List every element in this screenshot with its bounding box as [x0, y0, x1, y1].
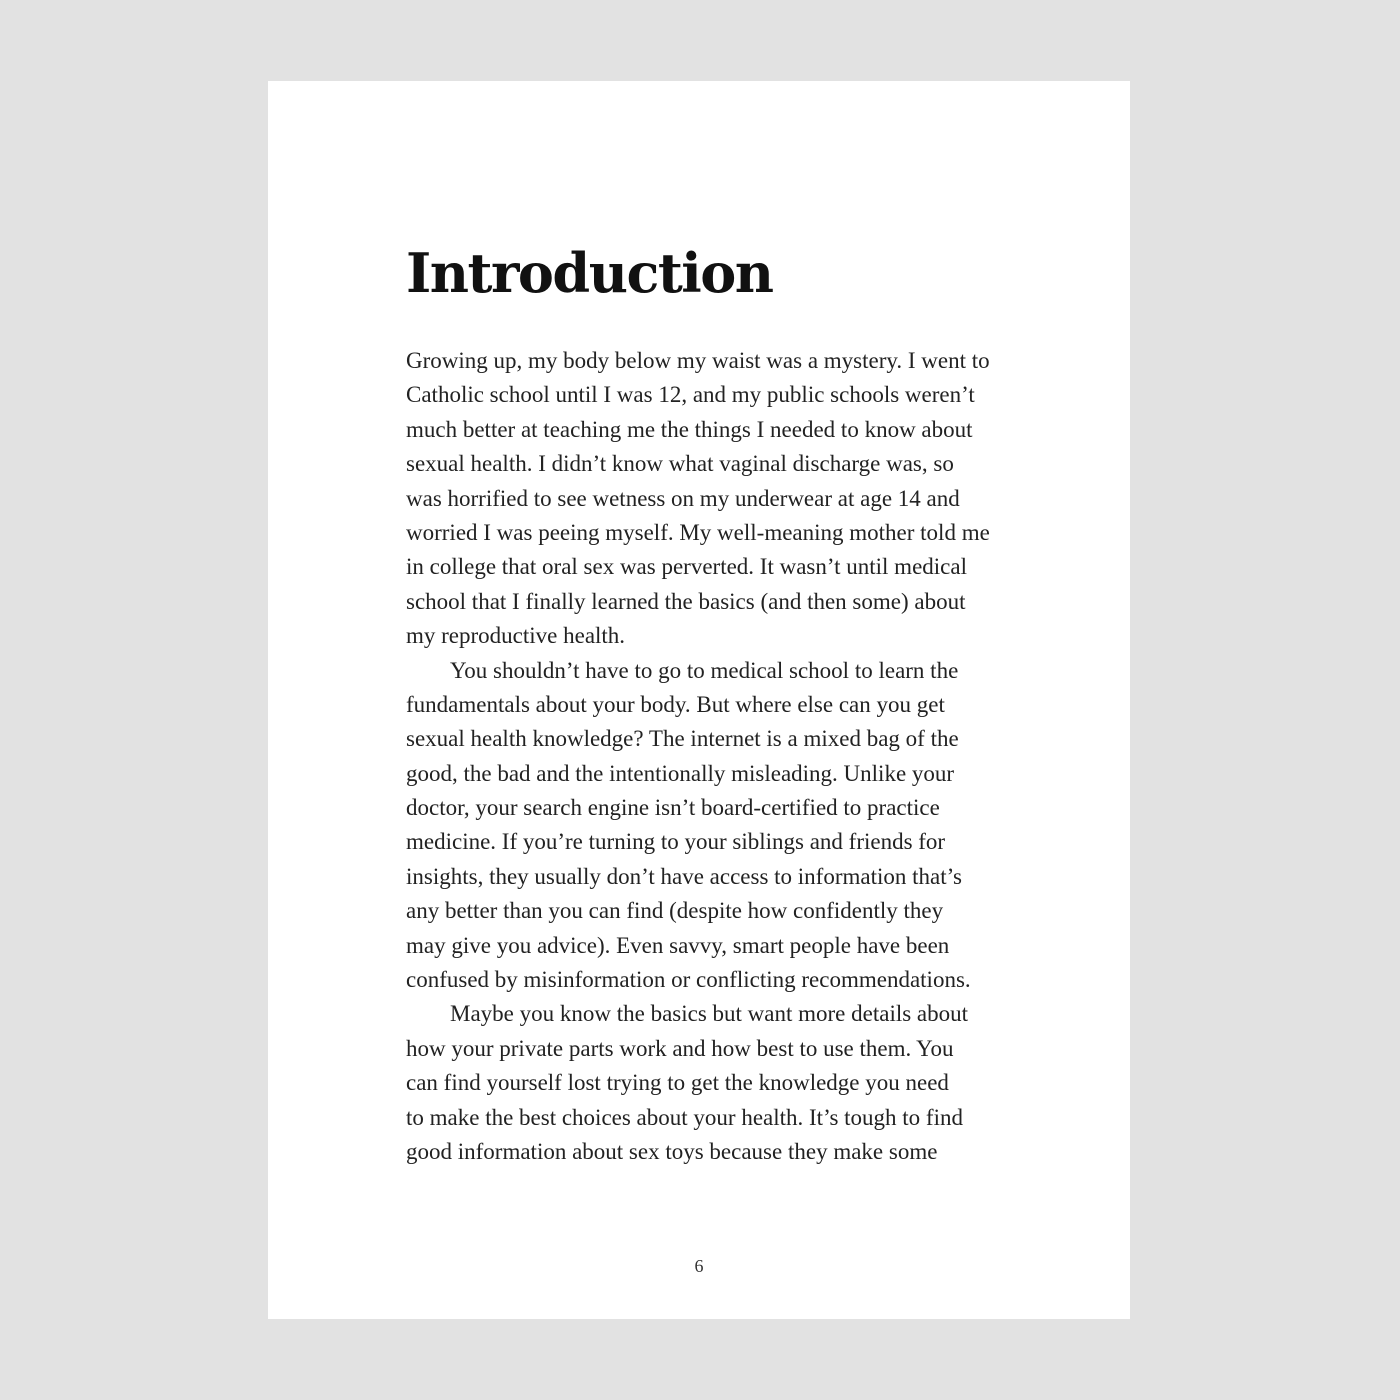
- text-line: confused by misinformation or conflicting recommendations.: [406, 967, 971, 993]
- text-line: sexual health. I didn’t know what vaginal discharge was, so: [406, 451, 954, 477]
- text-line: Maybe you know the basics but want more details about: [450, 1001, 969, 1027]
- text-line: may give you advice). Even savvy, smart people have been: [406, 932, 950, 958]
- text-line: worried I was peeing myself. My well-meaning mother told me: [406, 519, 990, 545]
- text-line: school that I finally learned the basics (and then some) about: [406, 588, 966, 614]
- text-line: in college that oral sex was perverted. It wasn’t until medical: [406, 554, 967, 580]
- text-line: doctor, your search engine isn’t board-certified to practice: [406, 795, 940, 821]
- text-line: medicine. If you’re turning to your siblings and friends for: [406, 829, 946, 855]
- text-line: any better than you can find (despite how confidently they: [406, 898, 944, 924]
- text-line: Catholic school until I was 12, and my public schools weren’t: [406, 382, 975, 408]
- page-number: 6: [694, 1256, 704, 1276]
- text-line: my reproductive health.: [406, 623, 626, 649]
- text-line: good, the bad and the intentionally misleading. Unlike your: [406, 760, 955, 786]
- text-line: Growing up, my body below my waist was a mystery. I went to: [406, 348, 990, 373]
- text-line: can find yourself lost trying to get the knowledge you need: [406, 1070, 949, 1096]
- text-line: insights, they usually don’t have access to information that’s: [406, 863, 962, 889]
- text-line: fundamentals about your body. But where else can you get: [406, 691, 945, 717]
- body-text: [406, 344, 1006, 1169]
- text-line: sexual health knowledge? The internet is a mixed bag of the: [406, 726, 959, 752]
- text-line: You shouldn’t have to go to medical school to learn the: [450, 657, 959, 683]
- chapter-title: Introduction: [406, 241, 773, 305]
- book-page: [268, 81, 1130, 1319]
- text-line: was horrified to see wetness on my underwear at age 14 and: [406, 485, 960, 511]
- text-line: how your private parts work and how best to use them. You: [406, 1035, 954, 1061]
- text-line: to make the best choices about your health. It’s tough to find: [406, 1104, 963, 1130]
- text-line: much better at teaching me the things I needed to know about: [406, 416, 973, 442]
- text-line: good information about sex toys because they make some: [406, 1138, 938, 1164]
